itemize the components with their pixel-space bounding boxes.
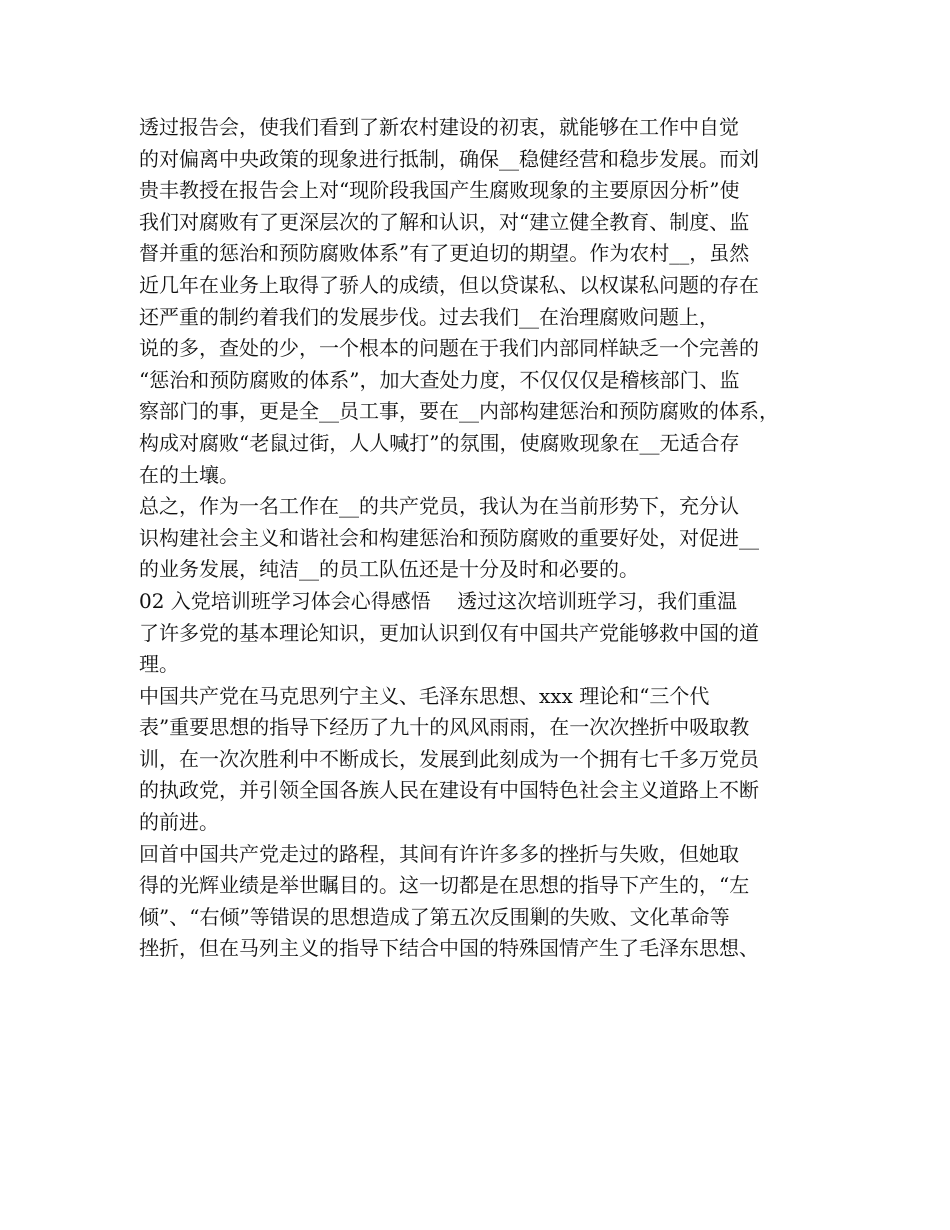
text-line: 说的多，查处的少，一个根本的问题在于我们内部同样缺乏一个完善的 bbox=[139, 336, 759, 361]
text-line: 近几年在业务上取得了骄人的成绩，但以贷谋私、以权谋私问题的存在 bbox=[139, 272, 759, 297]
text-line: 的业务发展，纯洁__的员工队伍还是十分及时和必要的。 bbox=[139, 557, 639, 582]
text-line: 理。 bbox=[139, 652, 179, 677]
text-line: 总之，作为一名工作在__的共产党员，我认为在当前形势下，充分认 bbox=[139, 494, 739, 519]
text-line: 表”重要思想的指导下经历了九十的风风雨雨，在一次次挫折中吸取教 bbox=[139, 715, 750, 740]
text-line: 贵丰教授在报告会上对“现阶段我国产生腐败现象的主要原因分析”使 bbox=[139, 178, 740, 203]
text-line: 的执政党，并引领全国各族人民在建设有中国特色社会主义道路上不断 bbox=[139, 778, 759, 803]
text-line: 挫折，但在马列主义的指导下结合中国的特殊国情产生了毛泽东思想、 bbox=[139, 936, 759, 961]
text-line: 在的土壤。 bbox=[139, 462, 239, 487]
text-line: 倾”、“右倾”等错误的思想造成了第五次反围剿的失败、文化革命等 bbox=[139, 904, 730, 929]
text-line: 回首中国共产党走过的路程，其间有许许多多的挫折与失败，但她取 bbox=[139, 841, 739, 866]
text-line: 的前进。 bbox=[139, 810, 219, 835]
text-line: 得的光辉业绩是举世瞩目的。这一切都是在思想的指导下产生的，“左 bbox=[139, 873, 750, 898]
text-line: 了许多党的基本理论知识，更加认识到仅有中国共产党能够救中国的道 bbox=[139, 620, 759, 645]
text-line: 督并重的惩治和预防腐败体系”有了更迫切的期望。作为农村__，虽然 bbox=[139, 241, 750, 266]
text-line: 透过报告会，使我们看到了新农村建设的初衷，就能够在工作中自觉 bbox=[139, 115, 739, 139]
text-line: 察部门的事，更是全__员工事，要在__内部构建惩治和预防腐败的体系， bbox=[139, 399, 779, 424]
text-line: 02 入党培训班学习体会心得感悟 透过这次培训班学习，我们重温 bbox=[139, 588, 738, 613]
text-line: “惩治和预防腐败的体系”，加大查处力度，不仅仅仅是稽核部门、监 bbox=[139, 367, 740, 392]
text-line: 识构建社会主义和谐社会和构建惩治和预防腐败的重要好处，对促进__ bbox=[139, 525, 759, 550]
text-line: 训，在一次次胜利中不断成长，发展到此刻成为一个拥有七千多万党员 bbox=[139, 746, 759, 771]
document-body bbox=[139, 112, 829, 965]
text-line: 中国共产党在马克思列宁主义、毛泽东思想、xxx 理论和“三个代 bbox=[139, 683, 710, 708]
text-line: 构成对腐败“老鼠过街，人人喊打”的氛围，使腐败现象在__无适合存 bbox=[139, 430, 740, 455]
text-line: 还严重的制约着我们的发展步伐。过去我们__在治理腐败问题上， bbox=[139, 304, 719, 329]
text-line: 的对偏离中央政策的现象进行抵制，确保__稳健经营和稳步发展。而刘 bbox=[139, 146, 759, 171]
text-line: 我们对腐败有了更深层次的了解和认识，对“建立健全教育、制度、监 bbox=[139, 209, 750, 234]
